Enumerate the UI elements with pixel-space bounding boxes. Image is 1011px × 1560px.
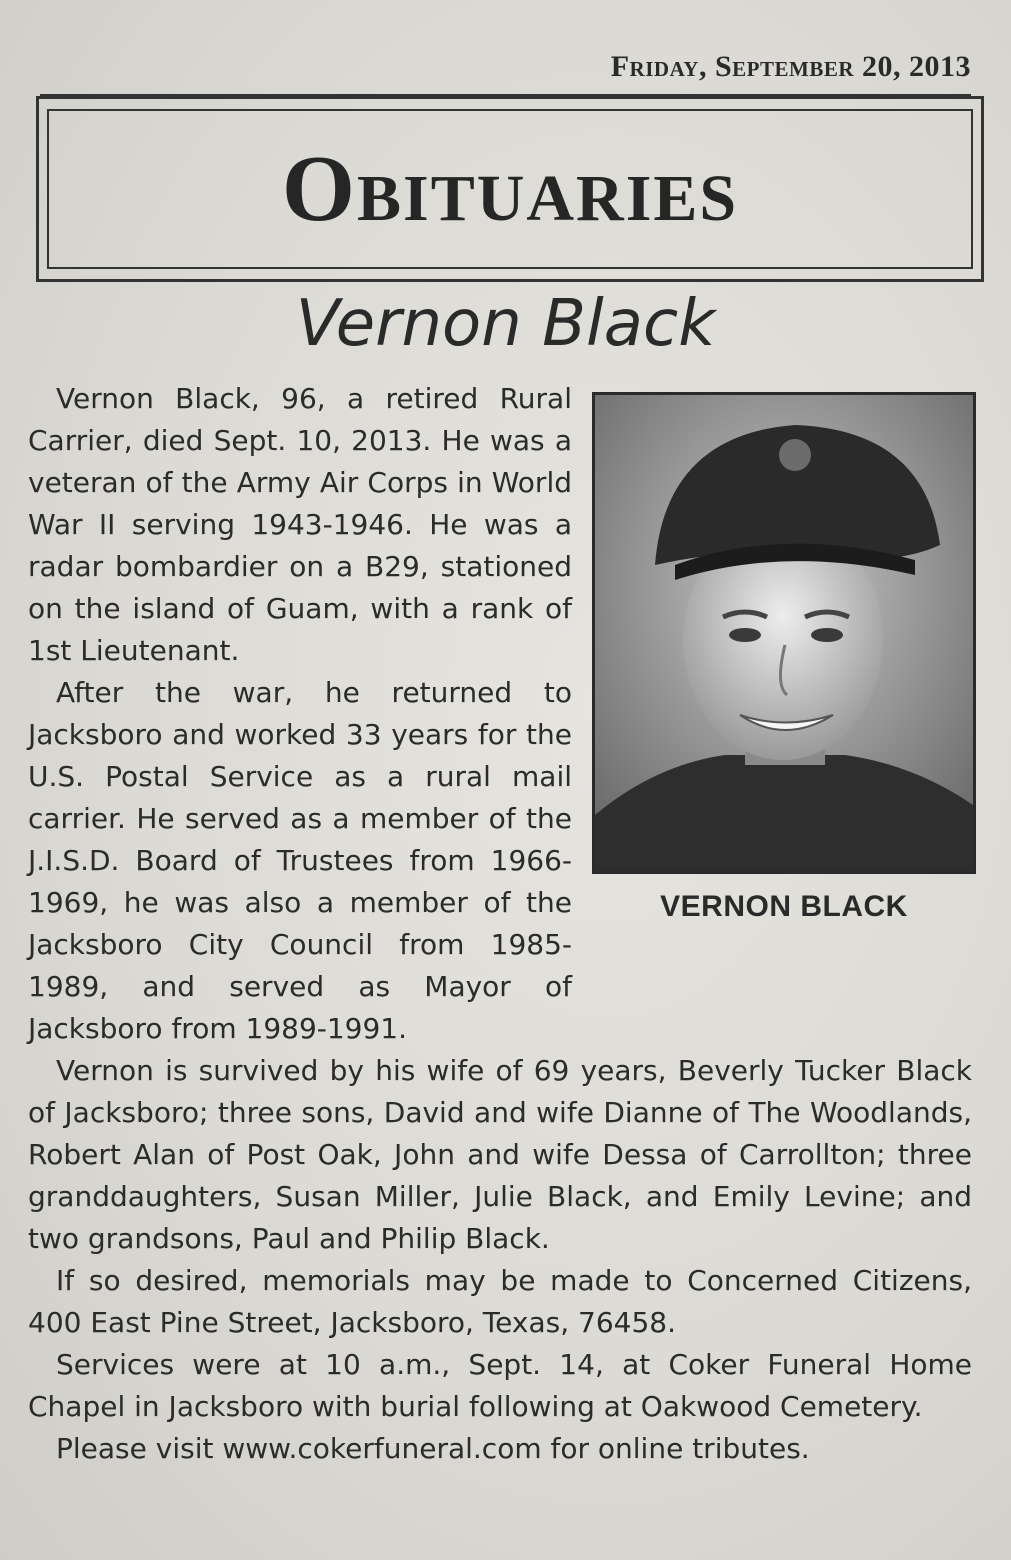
paragraph-survivors: Vernon is survived by his wife of 69 years, Beverly Tucker Black of Jacksboro; three sons, David and wife Dianne of The Woodlands, Robert Alan of Post Oak, John and wife Dessa of Carrollton; three granddaughters, Susan Miller, Julie Black, and Emily Levine; and two grandsons, Paul and Philip Black. — [28, 1054, 972, 1255]
obituary-headline: Vernon Black — [295, 287, 716, 361]
paragraph-memorials: If so desired, memorials may be made to Concerned Citizens, 400 East Pine Street, Jacksboro, Texas, 76458. — [28, 1264, 972, 1339]
masthead-inner-border — [47, 109, 973, 269]
obituary-body — [28, 378, 972, 1470]
section-masthead — [36, 96, 984, 282]
paragraph-career: After the war, he returned to Jacksboro and worked 33 years for the U.S. Postal Service as a rural mail carrier. He served as a member of the J.I.S.D. Board of Trustees from 1966-1969, he was also a member of the Jacksboro City Council from 1985-1989, and served as Mayor of Jacksboro from 1989-1991. — [28, 676, 572, 1045]
paragraph-biography: Vernon Black, 96, a retired Rural Carrier, died Sept. 10, 2013. He was a veteran of the Army Air Corps in World War II serving 1943-1946. He was a radar bombardier on a B29, stationed on the island of Guam, with a rank of 1st Lieutenant. — [28, 382, 572, 667]
paragraph-tributes: Please visit www.cokerfuneral.com for online tributes. — [56, 1432, 810, 1465]
section-title: Obituaries — [281, 137, 739, 241]
photo-float-spacer — [572, 378, 972, 978]
photo-caption: VERNON BLACK — [660, 890, 908, 923]
dateline: Friday, September 20, 2013 — [610, 50, 971, 83]
paragraph-services: Services were at 10 a.m., Sept. 14, at Coker Funeral Home Chapel in Jacksboro with burial following at Oakwood Cemetery. — [28, 1348, 972, 1423]
